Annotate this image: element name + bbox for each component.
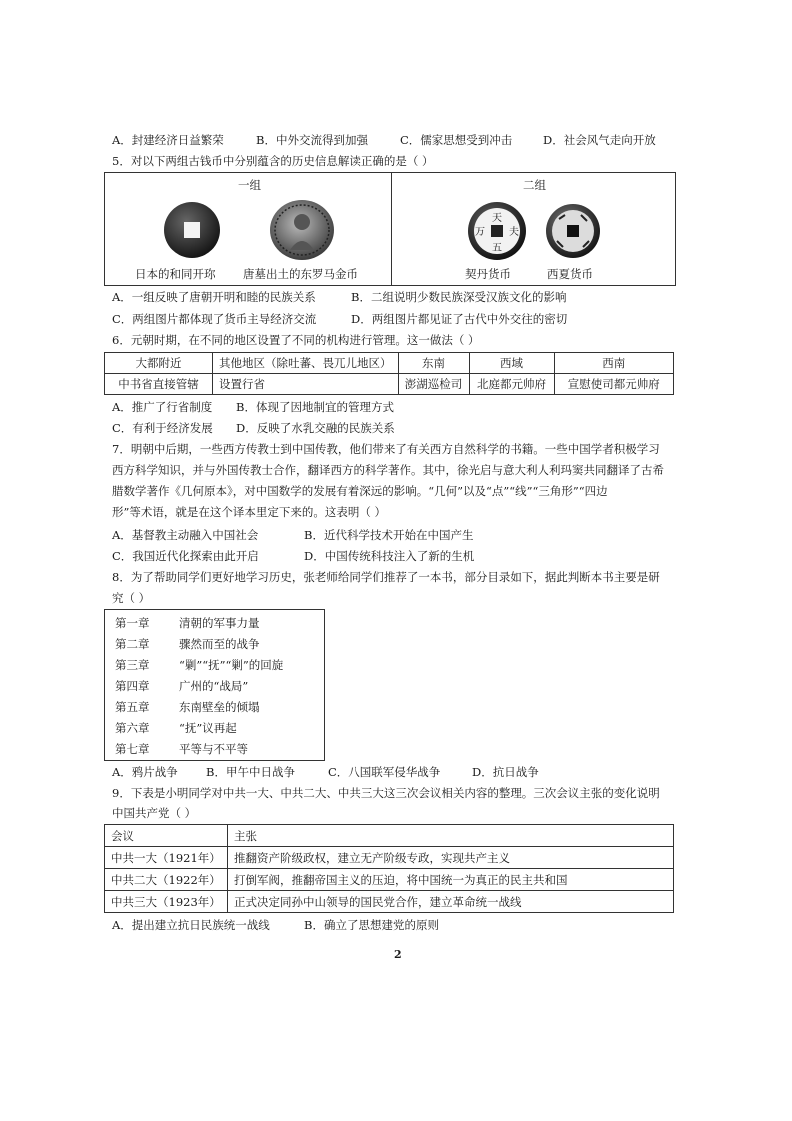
table-cell: 北庭都元帅府 <box>469 374 554 395</box>
q5-option-c: C．两组图片都体现了货币主导经济交流 <box>112 312 317 326</box>
q8-line-1: 8．为了帮助同学们更好地学习历史，张老师给同学们推荐了一本书，部分目录如下，据此判断本书主要是研 <box>112 570 660 584</box>
group2-title: 二组 <box>523 178 546 192</box>
svg-text:五: 五 <box>492 243 502 254</box>
table-cell: 中共三大（1923年） <box>105 891 228 913</box>
q9-option-b: B．确立了思想建党的原则 <box>304 918 439 932</box>
toc-row: 第六章 “抚”议再起 <box>115 721 237 735</box>
table-header: 会议 <box>105 825 228 847</box>
q8-option-a: A．鸦片战争 <box>112 765 178 779</box>
svg-text:天: 天 <box>492 213 502 224</box>
q6-yuan-admin-table <box>104 352 674 395</box>
q6-option-b: B．体现了因地制宜的管理方式 <box>236 400 394 414</box>
table-cell: 宣慰使司都元帅府 <box>554 374 674 395</box>
western-xia-coin-image <box>545 203 601 259</box>
q5-option-d: D．两组图片都见证了古代中外交往的密切 <box>351 312 568 326</box>
page-number: 2 <box>394 948 402 961</box>
q6-option-a: A．推广了行省制度 <box>112 400 213 414</box>
khitan-coin-image <box>467 201 527 261</box>
group-divider <box>391 173 392 285</box>
table-header: 主张 <box>228 825 674 847</box>
q7-line-4: 形”等术语，就是在这个译本里定下来的。这表明（ ） <box>112 505 387 519</box>
coin-label-western-xia: 西夏货币 <box>547 267 593 281</box>
toc-row: 第三章 “剿”“抚”“剿”的回旋 <box>115 658 284 672</box>
q8-option-d: D．抗日战争 <box>472 765 539 779</box>
q8-option-c: C．八国联军侵华战争 <box>328 765 441 779</box>
q7-option-a: A．基督教主动融入中国社会 <box>112 528 259 542</box>
table-header: 大都附近 <box>105 353 213 374</box>
coin-label-wadokaichin: 日本的和同开珎 <box>135 267 216 281</box>
table-cell: 打倒军阀，推翻帝国主义的压迫，将中国统一为真正的民主共和国 <box>228 869 674 891</box>
table-cell: 正式决定同孙中山领导的国民党合作，建立革命统一战线 <box>228 891 674 913</box>
q7-line-2: 西方科学知识，并与外国传教士合作，翻译西方的科学著作。其中，徐光启与意大利人利玛窦共同翻译了古希 <box>112 463 664 477</box>
svg-text:夫: 夫 <box>509 227 519 238</box>
q4-option-d: D．社会风气走向开放 <box>543 133 656 147</box>
q4-option-a: A．封建经济日益繁荣 <box>112 133 224 147</box>
table-header: 东南 <box>398 353 469 374</box>
q5-coin-figure <box>104 172 676 286</box>
table-header: 西域 <box>469 353 554 374</box>
table-cell: 中共二大（1922年） <box>105 869 228 891</box>
table-cell: 中书省直接管辖 <box>105 374 213 395</box>
coin-label-byzantine: 唐墓出土的东罗马金币 <box>243 267 358 281</box>
q9-congress-table <box>104 824 674 913</box>
q7-option-d: D．中国传统科技注入了新的生机 <box>304 549 475 563</box>
q7-option-c: C．我国近代化探索由此开启 <box>112 549 259 563</box>
q5-stem: 5．对以下两组古钱币中分别蕴含的历史信息解读正确的是（ ） <box>112 154 434 168</box>
wadokaichin-coin-image <box>163 201 221 259</box>
byzantine-gold-coin-image <box>268 198 336 262</box>
q9-option-a: A．提出建立抗日民族统一战线 <box>112 918 270 932</box>
q6-option-d: D．反映了水乳交融的民族关系 <box>236 421 395 435</box>
q8-line-2: 究（ ） <box>112 591 151 605</box>
toc-row: 第四章 广州的“战局” <box>115 679 249 693</box>
toc-row: 第一章 清朝的军事力量 <box>115 616 260 630</box>
q9-line-1: 9．下表是小明同学对中共一大、中共二大、中共三大这三次会议相关内容的整理。三次会议主张的变化说明 <box>112 786 660 800</box>
q7-line-1: 7．明朝中后期，一些西方传教士到中国传教，他们带来了有关西方自然科学的书籍。一些中国学者积极学习 <box>112 442 660 456</box>
toc-row: 第二章 骤然而至的战争 <box>115 637 260 651</box>
q7-option-b: B．近代科学技术开始在中国产生 <box>304 528 474 542</box>
q8-option-b: B．甲午中日战争 <box>206 765 295 779</box>
q6-stem: 6．元朝时期，在不同的地区设置了不同的机构进行管理。这一做法（ ） <box>112 333 480 347</box>
toc-row: 第七章 平等与不平等 <box>115 742 248 756</box>
table-header: 其他地区（除吐蕃、畏兀儿地区） <box>213 353 399 374</box>
toc-row: 第五章 东南壁垒的倾塌 <box>115 700 260 714</box>
q6-option-c: C．有利于经济发展 <box>112 421 213 435</box>
q7-line-3: 腊数学著作《几何原本》，对中国数学的发展有着深远的影响。“几何”以及“点”“线”“三角形”“四边 <box>112 484 608 498</box>
svg-text:万: 万 <box>475 227 485 238</box>
table-cell: 设置行省 <box>213 374 399 395</box>
table-cell: 澎湖巡检司 <box>398 374 469 395</box>
table-cell: 推翻资产阶级政权，建立无产阶级专政，实现共产主义 <box>228 847 674 869</box>
q4-option-b: B．中外交流得到加强 <box>256 133 368 147</box>
coin-label-khitan: 契丹货币 <box>465 267 511 281</box>
table-cell: 中共一大（1921年） <box>105 847 228 869</box>
q5-option-a: A．一组反映了唐朝开明和睦的民族关系 <box>112 290 316 304</box>
q9-line-2: 中国共产党（ ） <box>112 806 197 820</box>
group1-title: 一组 <box>238 178 261 192</box>
q8-table-of-contents <box>104 609 325 761</box>
q4-option-c: C．儒家思想受到冲击 <box>400 133 513 147</box>
q5-option-b: B．二组说明少数民族深受汉族文化的影响 <box>351 290 567 304</box>
table-header: 西南 <box>554 353 674 374</box>
